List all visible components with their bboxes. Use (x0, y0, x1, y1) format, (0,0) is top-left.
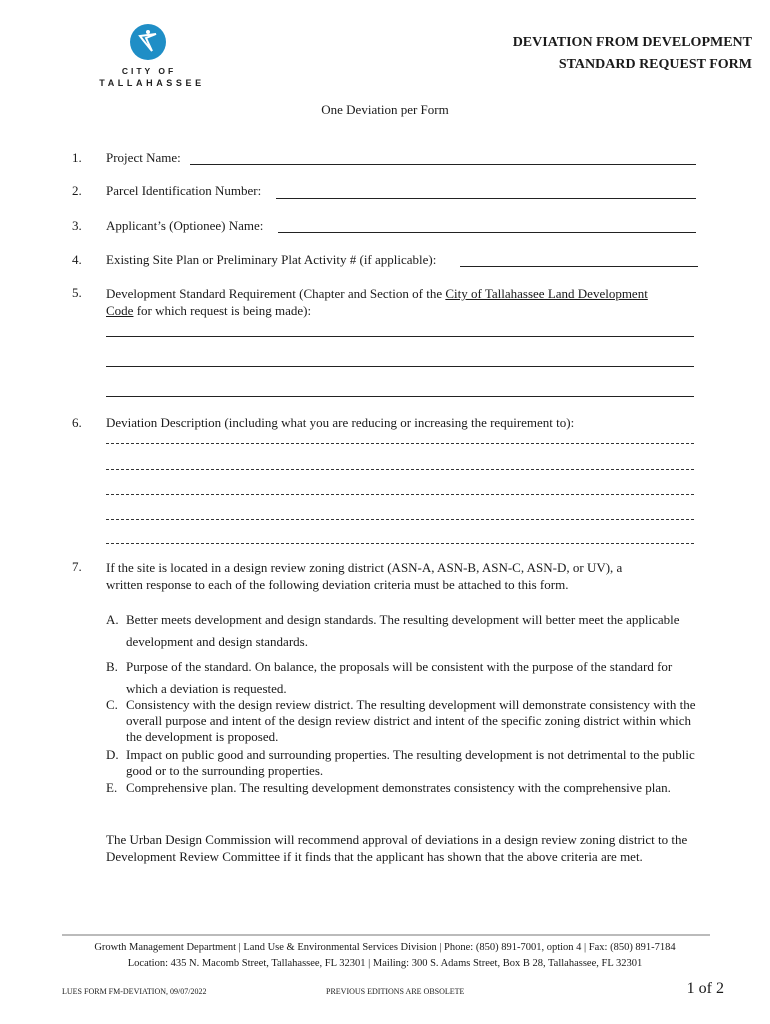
city-logo (90, 24, 210, 92)
item-number: 6. (72, 415, 82, 430)
parcel-id-label: Parcel Identification Number: (106, 183, 262, 198)
logo-emblem-icon (130, 24, 166, 60)
parcel-id-field[interactable] (276, 198, 696, 199)
criterion-c (106, 697, 706, 745)
design-review-line2: written response to each of the following deviation criteria must be attached to this form. (106, 577, 569, 592)
design-review-line1: If the site is located in a design review zoning district (ASN-A, ASN-B, ASN-C, ASN-D, or UV), a (106, 560, 623, 575)
form-title-line1: DEVIATION FROM DEVELOPMENT (512, 35, 752, 50)
criterion-text: Better meets development and design standards. The resulting development will better meet the applicable development and design standards. (126, 612, 680, 649)
applicant-name-field[interactable] (278, 232, 696, 233)
footer-contact-line1: Growth Management Department | Land Use & Environmental Services Division | Phone: (850) 891-7001, option 4 | Fax: (850) 891-7184 (94, 942, 676, 953)
criterion-d (106, 747, 706, 779)
deviation-desc-field-2[interactable] (106, 469, 694, 470)
deviation-desc-label: Deviation Description (including what you are reducing or increasing the requirement to): (106, 415, 575, 430)
criterion-text: Impact on public good and surrounding properties. The resulting development is not detrimental to the public good or to the surrounding properties. (126, 747, 695, 778)
closing-paragraph: The Urban Design Commission will recommend approval of deviations in a design review zoning district to the Development Review Committee if it finds that the applicant has shown that the above criteria are met. (106, 832, 688, 864)
form-id: LUES FORM FM-DEVIATION, 09/07/2022 (62, 987, 207, 996)
obsolete-notice: PREVIOUS EDITIONS ARE OBSOLETE (326, 987, 465, 996)
footer-divider (62, 934, 710, 936)
footer-contact (0, 940, 770, 972)
item-number: 1. (72, 150, 82, 165)
criterion-letter: B. (106, 659, 118, 674)
criterion-b (106, 656, 706, 700)
dev-standard-field-2[interactable] (106, 366, 694, 367)
dev-standard-field-3[interactable] (106, 396, 694, 397)
criterion-letter: A. (106, 612, 119, 627)
criterion-text: Purpose of the standard. On balance, the proposals will be consistent with the purpose of the standard for which a deviation is requested. (126, 659, 673, 696)
criterion-letter: E. (106, 780, 118, 795)
deviation-desc-field-5[interactable] (106, 543, 694, 544)
applicant-name-label: Applicant’s (Optionee) Name: (106, 218, 264, 233)
project-name-label: Project Name: (106, 150, 181, 165)
dev-standard-field-1[interactable] (106, 336, 694, 337)
ldc-link-cont[interactable]: Code (106, 303, 134, 318)
item-number: 3. (72, 218, 82, 233)
site-plan-field[interactable] (460, 266, 698, 267)
item-number: 2. (72, 183, 82, 198)
form-title (513, 32, 752, 76)
logo-city-of: CITY OF (121, 66, 177, 76)
page-number: 1 of 2 (686, 980, 724, 997)
item-number: 5. (72, 285, 82, 300)
item-number: 7. (72, 559, 82, 574)
project-name-field[interactable] (190, 164, 696, 165)
form-title-line2: STANDARD REQUEST FORM (558, 57, 752, 72)
dev-standard-label (106, 285, 706, 319)
deviation-desc-field-3[interactable] (106, 494, 694, 495)
dev-standard-text-cont: for which request is being made): (133, 303, 312, 318)
dev-standard-text: Development Standard Requirement (Chapter and Section of the (106, 286, 446, 301)
criterion-text: Consistency with the design review district. The resulting development will demonstrate consistency with the overall purpose and intent of the design review district and intent of the specific zoning district within which the development is proposed. (126, 697, 696, 744)
logo-tallahassee: TALLAHASSEE (99, 78, 205, 88)
criterion-e (106, 780, 706, 796)
design-review-instructions (106, 559, 706, 593)
footer-contact-line2: Location: 435 N. Macomb Street, Tallahassee, FL 32301 | Mailing: 300 S. Adams Street, Box B 28, Tallahassee, FL 32301 (127, 958, 643, 969)
deviation-desc-field-4[interactable] (106, 519, 694, 520)
form-subtitle: One Deviation per Form (321, 102, 449, 117)
item-number: 4. (72, 252, 82, 267)
deviation-desc-field-1[interactable] (106, 443, 694, 444)
criterion-text: Comprehensive plan. The resulting development demonstrates consistency with the comprehensive plan. (126, 780, 671, 795)
site-plan-label: Existing Site Plan or Preliminary Plat Activity # (if applicable): (106, 252, 437, 267)
criterion-letter: C. (106, 697, 118, 712)
ldc-link[interactable]: City of Tallahassee Land Development (445, 286, 648, 301)
criterion-letter: D. (106, 747, 119, 762)
criterion-a (106, 609, 706, 653)
